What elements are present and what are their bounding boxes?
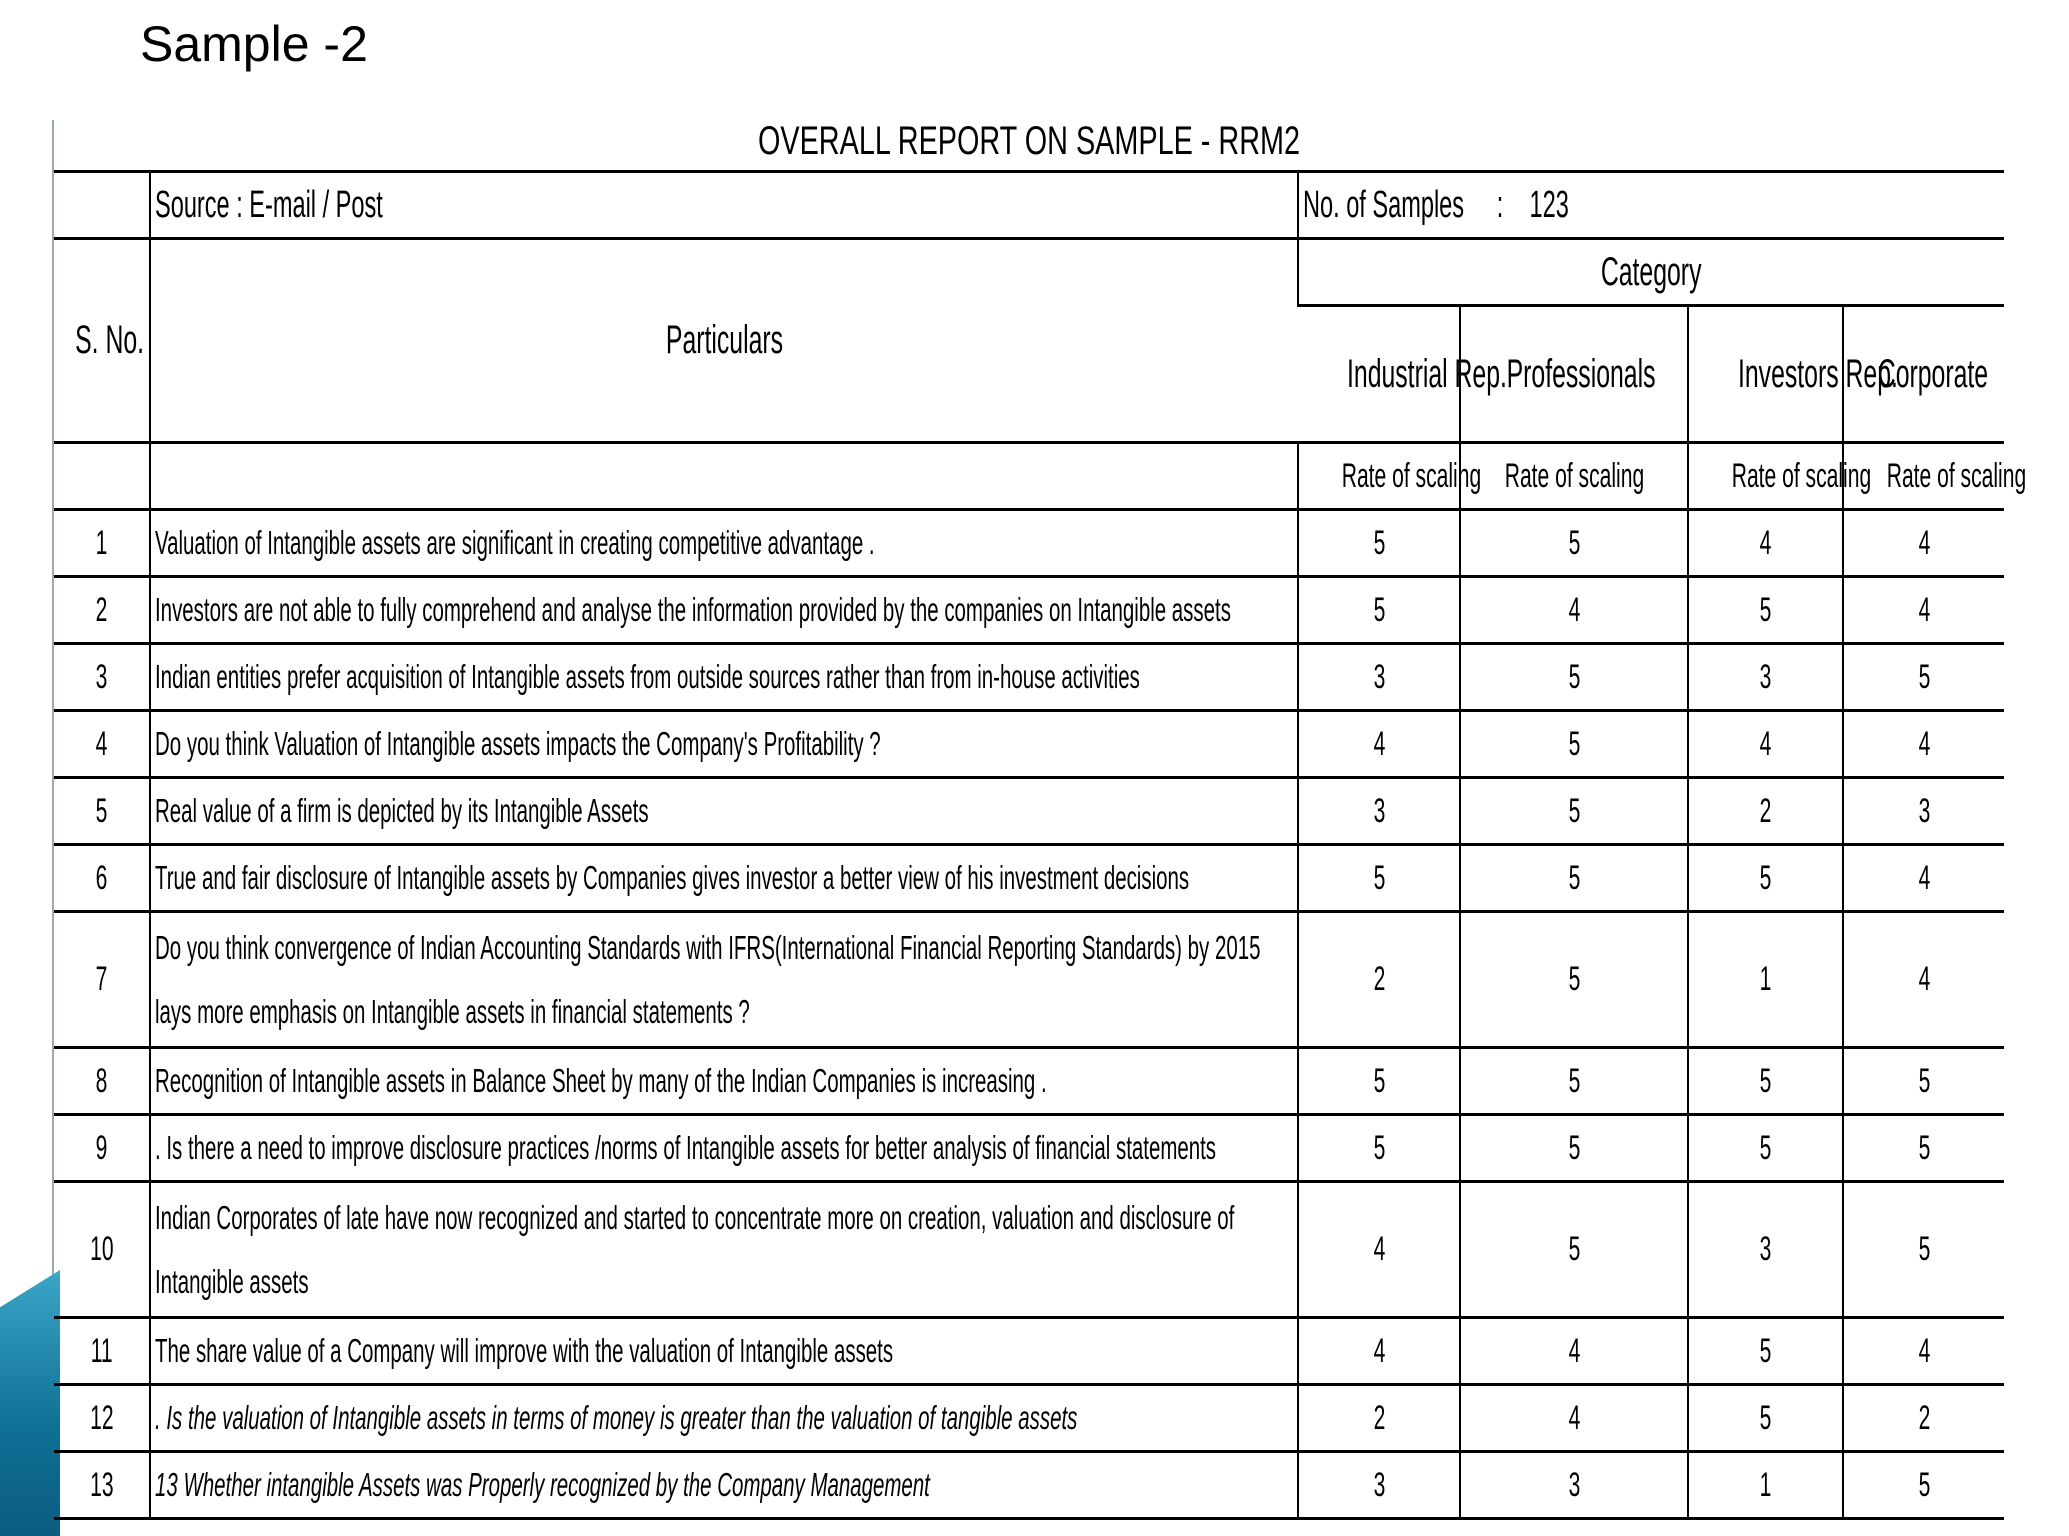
rating-value: 5 [1373, 1061, 1385, 1100]
rating-cell [1298, 1452, 1460, 1519]
rating-cell [1298, 711, 1460, 778]
rating-cell [1688, 1115, 1843, 1182]
particulars-text: Recognition of Intangible assets in Balance Sheet by many of the Indian Companies is increasing . [155, 1062, 1047, 1099]
rating-cell [1460, 1182, 1688, 1318]
sno-header: S. No. [75, 318, 145, 362]
rating-value: 5 [1759, 858, 1772, 897]
rating-cell [1298, 1318, 1460, 1385]
table-row [54, 1385, 2004, 1452]
particulars-cell [150, 912, 1298, 1048]
sno-value: 6 [95, 858, 108, 897]
rating-value: 5 [1568, 791, 1580, 830]
rating-cell [1298, 1182, 1460, 1318]
col-header-investors [1688, 306, 1898, 443]
rating-cell [1843, 1452, 2004, 1519]
rating-value: 5 [1568, 1061, 1580, 1100]
rating-value: 5 [1759, 1128, 1772, 1167]
rating-value: 4 [1373, 1230, 1385, 1268]
rate-label: Rate of scaling [1886, 456, 2027, 495]
rating-value: 4 [1918, 858, 1930, 897]
rate-label: Rate of scaling [1341, 456, 1482, 495]
rating-cell [1843, 577, 2004, 644]
rating-value: 1 [1759, 1465, 1772, 1504]
table-row [54, 1048, 2004, 1115]
rating-value: 4 [1918, 1331, 1930, 1370]
sno-cell [54, 644, 150, 711]
category-header: Category [1601, 249, 1702, 294]
table-row [54, 1452, 2004, 1519]
rating-value: 2 [1759, 791, 1772, 830]
particulars-cell [150, 845, 1298, 912]
rating-value: 5 [1568, 523, 1580, 562]
rate-label: Rate of scaling [1731, 456, 1872, 495]
particulars-text: Investors are not able to fully comprehend and analyse the information provided by the companies on Intangible assets [155, 591, 1231, 628]
particulars-cell [150, 577, 1298, 644]
table-row [54, 510, 2004, 577]
rating-value: 2 [1373, 960, 1385, 998]
sno-value: 7 [95, 960, 108, 998]
sno-cell [54, 510, 150, 577]
particulars-cell [150, 711, 1298, 778]
rating-value: 1 [1759, 960, 1772, 998]
rating-value: 5 [1568, 1230, 1580, 1268]
rating-cell [1298, 1385, 1460, 1452]
rate-header-row [54, 443, 2004, 510]
rating-cell [1298, 577, 1460, 644]
sno-cell [54, 1452, 150, 1519]
rating-cell [1460, 1048, 1688, 1115]
rating-value: 5 [1568, 657, 1580, 696]
sno-cell [54, 577, 150, 644]
source-cell [150, 172, 1298, 239]
particulars-text: True and fair disclosure of Intangible assets by Companies gives investor a better view of his investment decisions [155, 859, 1190, 896]
particulars-cell [150, 1115, 1298, 1182]
particulars-cell [150, 1385, 1298, 1452]
sno-header-cell [54, 239, 150, 443]
sno-cell [54, 845, 150, 912]
rating-value: 2 [1918, 1398, 1930, 1437]
particulars-text: The share value of a Company will improve with the valuation of Intangible assets [155, 1332, 894, 1369]
rating-value: 5 [1759, 1061, 1772, 1100]
sno-value: 10 [89, 1230, 114, 1268]
rating-value: 3 [1759, 1230, 1772, 1268]
rating-cell [1843, 1115, 2004, 1182]
particulars-header-cell [150, 239, 1298, 443]
sno-value: 5 [95, 791, 108, 830]
table-row [54, 711, 2004, 778]
rating-value: 5 [1373, 523, 1385, 562]
particulars-text: Indian entities prefer acquisition of Intangible assets from outside sources rather than from in-house activities [155, 658, 1140, 695]
sno-cell [54, 1115, 150, 1182]
rating-value: 5 [1373, 858, 1385, 897]
particulars-cell [150, 1048, 1298, 1115]
table-row [54, 577, 2004, 644]
particulars-text: Valuation of Intangible assets are significant in creating competitive advantage . [155, 524, 875, 561]
rating-cell [1843, 1048, 2004, 1115]
sno-value: 8 [95, 1061, 108, 1100]
rating-value: 5 [1759, 1398, 1772, 1437]
rating-value: 5 [1568, 960, 1580, 998]
rating-cell [1460, 912, 1688, 1048]
rating-cell [1460, 1318, 1688, 1385]
sno-cell [54, 1385, 150, 1452]
particulars-cell [150, 778, 1298, 845]
rating-value: 3 [1568, 1465, 1580, 1504]
rate-header-cell [1298, 443, 1482, 510]
rating-cell [1298, 778, 1460, 845]
table-row [54, 644, 2004, 711]
rating-value: 4 [1918, 960, 1930, 998]
particulars-header: Particulars [665, 318, 783, 362]
rating-cell [1298, 510, 1460, 577]
table-row [54, 1182, 2004, 1318]
sno-value: 3 [95, 657, 108, 696]
sno-value: 11 [90, 1331, 113, 1370]
rating-value: 4 [1759, 523, 1772, 562]
rating-cell [1688, 912, 1843, 1048]
rating-cell [1843, 778, 2004, 845]
rating-value: 5 [1568, 724, 1580, 763]
rating-value: 4 [1568, 590, 1580, 629]
sno-cell [54, 912, 150, 1048]
particulars-text: . Is the valuation of Intangible assets in terms of money is greater than the valuation of tangible assets [155, 1399, 1078, 1436]
rating-cell [1843, 845, 2004, 912]
rating-cell [1843, 510, 2004, 577]
col-header-label: Investors Rep. [1737, 351, 1898, 396]
sno-value: 9 [95, 1128, 108, 1167]
rating-cell [1460, 778, 1688, 845]
samples-cell [1298, 172, 2004, 239]
rating-value: 5 [1918, 1128, 1930, 1167]
rating-value: 4 [1568, 1331, 1580, 1370]
rating-cell [1460, 510, 1688, 577]
meta-blank-cell [54, 172, 150, 239]
sno-cell [54, 711, 150, 778]
slide-accent-shape [0, 1270, 60, 1536]
sno-value: 12 [89, 1398, 114, 1437]
rating-value: 3 [1759, 657, 1772, 696]
rate-label: Rate of scaling [1504, 456, 1644, 495]
particulars-text: Do you think Valuation of Intangible assets impacts the Company's Profitability ? [155, 725, 881, 762]
category-header-row [54, 239, 2004, 306]
col-header-label: Industrial Rep. [1347, 351, 1507, 396]
rating-value: 5 [1918, 1465, 1930, 1504]
rating-value: 4 [1373, 1331, 1385, 1370]
rating-cell [1460, 577, 1688, 644]
sno-value: 13 [89, 1465, 114, 1504]
particulars-cell [150, 1318, 1298, 1385]
particulars-cell [150, 644, 1298, 711]
rating-value: 5 [1373, 1128, 1385, 1167]
rating-value: 5 [1568, 858, 1580, 897]
particulars-text: 13 Whether intangible Assets was Properly recognized by the Company Management [155, 1466, 930, 1503]
rating-value: 4 [1918, 523, 1930, 562]
rating-cell [1843, 1182, 2004, 1318]
table-row [54, 912, 2004, 1048]
sno-value: 2 [95, 590, 108, 629]
rating-value: 3 [1373, 1465, 1385, 1504]
rating-cell [1460, 1452, 1688, 1519]
rate-blank-cell [54, 443, 150, 510]
rating-cell [1843, 711, 2004, 778]
source-label: Source : E-mail / Post [155, 183, 383, 226]
rating-cell [1298, 644, 1460, 711]
meta-row [54, 172, 2004, 239]
rating-cell [1460, 845, 1688, 912]
rate-blank-cell [150, 443, 1298, 510]
rating-value: 4 [1759, 724, 1772, 763]
rating-cell [1843, 644, 2004, 711]
samples-label: No. of Samples : 123 [1303, 183, 1569, 226]
rating-cell [1460, 644, 1688, 711]
sno-value: 4 [95, 724, 108, 763]
rating-cell [1460, 1115, 1688, 1182]
rating-value: 5 [1918, 1230, 1930, 1268]
rating-cell [1298, 845, 1460, 912]
rating-cell [1298, 1048, 1460, 1115]
rate-header-cell [1688, 443, 1872, 510]
rating-cell [1688, 1182, 1843, 1318]
particulars-cell [150, 510, 1298, 577]
slide-heading: Sample -2 [140, 16, 368, 72]
rating-value: 5 [1568, 1128, 1580, 1167]
table-row [54, 778, 2004, 845]
rating-cell [1688, 1318, 1843, 1385]
col-header-label: Corporate [1877, 351, 1989, 396]
rating-cell [1688, 845, 1843, 912]
particulars-text: Real value of a firm is depicted by its Intangible Assets [155, 792, 649, 829]
rating-cell [1688, 577, 1843, 644]
rating-value: 5 [1759, 1331, 1772, 1370]
rating-cell [1843, 1318, 2004, 1385]
rating-value: 4 [1918, 590, 1930, 629]
particulars-text: Do you think convergence of Indian Accounting Standards with IFRS(International Financial Reporting Standards) by 2015 lays more emphasis on Intangible assets in financial statements ? [155, 928, 1261, 1030]
rating-value: 2 [1373, 1398, 1385, 1437]
rating-value: 4 [1568, 1398, 1580, 1437]
rating-cell [1843, 1385, 2004, 1452]
report-table [54, 170, 2027, 1520]
rating-cell [1688, 644, 1843, 711]
rating-cell [1688, 1385, 1843, 1452]
rating-cell [1298, 912, 1460, 1048]
rating-cell [1298, 1115, 1460, 1182]
report-title: OVERALL REPORT ON SAMPLE - RRM2 [757, 119, 1301, 163]
table-row [54, 1115, 2004, 1182]
rating-cell [1460, 1385, 1688, 1452]
sno-cell [54, 1318, 150, 1385]
rating-cell [1688, 1048, 1843, 1115]
rating-value: 3 [1373, 791, 1385, 830]
rating-value: 5 [1918, 657, 1930, 696]
particulars-text: Indian Corporates of late have now recognized and started to concentrate more on creation, valuation and disclosure of Intangible assets [155, 1198, 1235, 1300]
rating-cell [1688, 778, 1843, 845]
rating-cell [1688, 711, 1843, 778]
rating-cell [1843, 912, 2004, 1048]
particulars-cell [150, 1452, 1298, 1519]
table-row [54, 845, 2004, 912]
particulars-text: . Is there a need to improve disclosure practices /norms of Intangible assets for better analysis of financial statements [155, 1129, 1217, 1166]
category-header-cell [1298, 239, 2004, 306]
rating-value: 4 [1373, 724, 1385, 763]
table-row [54, 1318, 2004, 1385]
rating-cell [1688, 1452, 1843, 1519]
rating-value: 3 [1918, 791, 1930, 830]
rating-value: 3 [1373, 657, 1385, 696]
rating-value: 5 [1759, 590, 1772, 629]
rating-value: 5 [1373, 590, 1385, 629]
sno-cell [54, 1182, 150, 1318]
rating-value: 5 [1918, 1061, 1930, 1100]
sno-value: 1 [95, 523, 108, 562]
rate-header-cell [1460, 443, 1688, 510]
col-header-industrial [1298, 306, 1507, 443]
col-header-label: Professionals [1506, 351, 1656, 396]
rating-cell [1460, 711, 1688, 778]
sno-cell [54, 778, 150, 845]
rating-cell [1688, 510, 1843, 577]
rating-value: 4 [1918, 724, 1930, 763]
sno-cell [54, 1048, 150, 1115]
particulars-cell [150, 1182, 1298, 1318]
